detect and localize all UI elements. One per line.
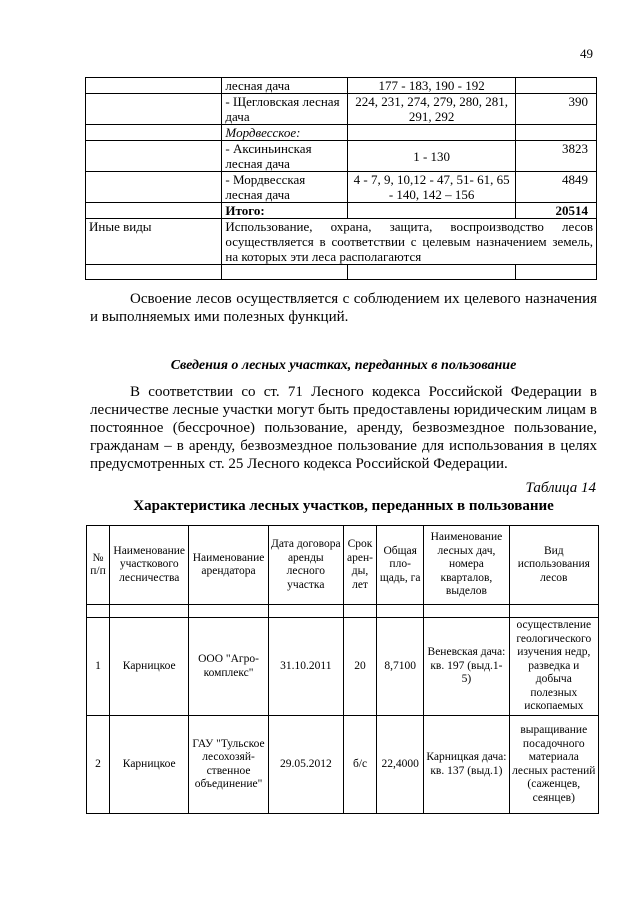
table-cell: 4 - 7, 9, 10,12 - 47, 51- 61, 65 - 140, 142 – 156 [348,172,516,203]
table-cell: 390 [515,94,596,125]
table-cell [110,605,189,618]
table-row [86,94,597,125]
table-row [86,265,597,280]
table-cell [348,265,516,280]
table-cell: Карницкое [110,716,189,814]
table-cell [343,605,376,618]
table-cell: 1 [87,618,110,716]
table-cell [424,605,509,618]
table-cell: 3823 [515,141,596,172]
table-row [86,78,597,94]
table-cell [348,203,516,219]
table-cell: Иные виды [86,219,222,265]
page-number: 49 [580,46,593,61]
table-row [86,125,597,141]
table-cell: 224, 231, 274, 279, 280, 281, 291, 292 [348,94,516,125]
table-cell [86,203,222,219]
table-cell [268,605,343,618]
column-header: Общая пло-щадь, га [377,526,424,605]
table-cell: лесная дача [222,78,348,94]
table-cell: 2 [87,716,110,814]
table-cell [86,78,222,94]
table-cell: осуществление геологического изучения недр, разведка и добыча полезных ископаемых [509,618,598,716]
table-row [86,141,597,172]
table-row [86,203,597,219]
column-header: Наименование лесных дач, номера кварталов, выделов [424,526,509,605]
forest-districts-table [85,77,597,280]
table-cell: - Мордвесская лесная дача [222,172,348,203]
table-cell: Мордвесское: [222,125,348,141]
table-row [87,605,599,618]
column-header: Наименование участкового лесничества [110,526,189,605]
table-title: Характеристика лесных участков, переданных в пользование [133,498,554,514]
table-cell: Веневская дача: кв. 197 (выд.1-5) [424,618,509,716]
table-cell: Карницкая дача: кв. 137 (выд.1) [424,716,509,814]
table-cell: ГАУ "Тульское лесохозяй-ственное объединение" [189,716,268,814]
table-cell: Карницкое [110,618,189,716]
table-header-row [87,526,599,605]
table-cell: 1 - 130 [348,141,516,172]
table-caption: Таблица 14 [525,480,596,496]
table-cell: 20514 [515,203,596,219]
table-cell [509,605,598,618]
table-cell: - Щегловская лесная дача [222,94,348,125]
table-cell: - Аксиньинская лесная дача [222,141,348,172]
table-cell: Использование, охрана, защита, воспроизводство лесов осуществляется в соответствии с целевым назначением земель, на которых эти леса располагаются [222,219,597,265]
table-cell: б/с [343,716,376,814]
table-row [86,172,597,203]
table-cell [86,265,222,280]
table-cell: 22,4000 [377,716,424,814]
paragraph: Освоение лесов осуществляется с соблюдением их целевого назначения и выполняемых ими полезных функций. [90,291,597,325]
table-cell [189,605,268,618]
table-cell: выращивание посадочного материала лесных растений (саженцев, сеянцев) [509,716,598,814]
table-cell [515,78,596,94]
table-cell: 4849 [515,172,596,203]
table-cell [515,265,596,280]
table-cell [86,141,222,172]
table-cell: Итого: [222,203,348,219]
column-header: Срок арен-ды, лет [343,526,376,605]
column-header: Вид использования лесов [509,526,598,605]
table-cell: 20 [343,618,376,716]
table-cell: 8,7100 [377,618,424,716]
table-row [86,219,597,265]
table-cell [86,125,222,141]
table-row [87,618,599,716]
section-heading: Сведения о лесных участках, переданных в пользование [170,358,517,373]
table-cell [515,125,596,141]
table-cell: 29.05.2012 [268,716,343,814]
column-header: Наименование арендатора [189,526,268,605]
table-cell [86,94,222,125]
column-header: Дата договора аренды лесного участка [268,526,343,605]
table-row [87,716,599,814]
column-header: № п/п [87,526,110,605]
table-cell [377,605,424,618]
paragraph: В соответствии со ст. 71 Лесного кодекса Российской Федерации в лесничестве лесные участки могут быть предоставлены юридическим лицам в постоянное (бессрочное) пользование, аренду, безвозмездное пользование, гражданам – в аренду, безвозмездное пользование для использования в целях предусмотренных ст. 25 Лесного кодекса Российской Федерации. [90,384,597,472]
table-cell [348,125,516,141]
table-cell: ООО "Агро-комплекс" [189,618,268,716]
table-cell [222,265,348,280]
table-cell: 31.10.2011 [268,618,343,716]
table-cell [86,172,222,203]
leased-plots-table [86,525,599,814]
table-cell: 177 - 183, 190 - 192 [348,78,516,94]
table-cell [87,605,110,618]
